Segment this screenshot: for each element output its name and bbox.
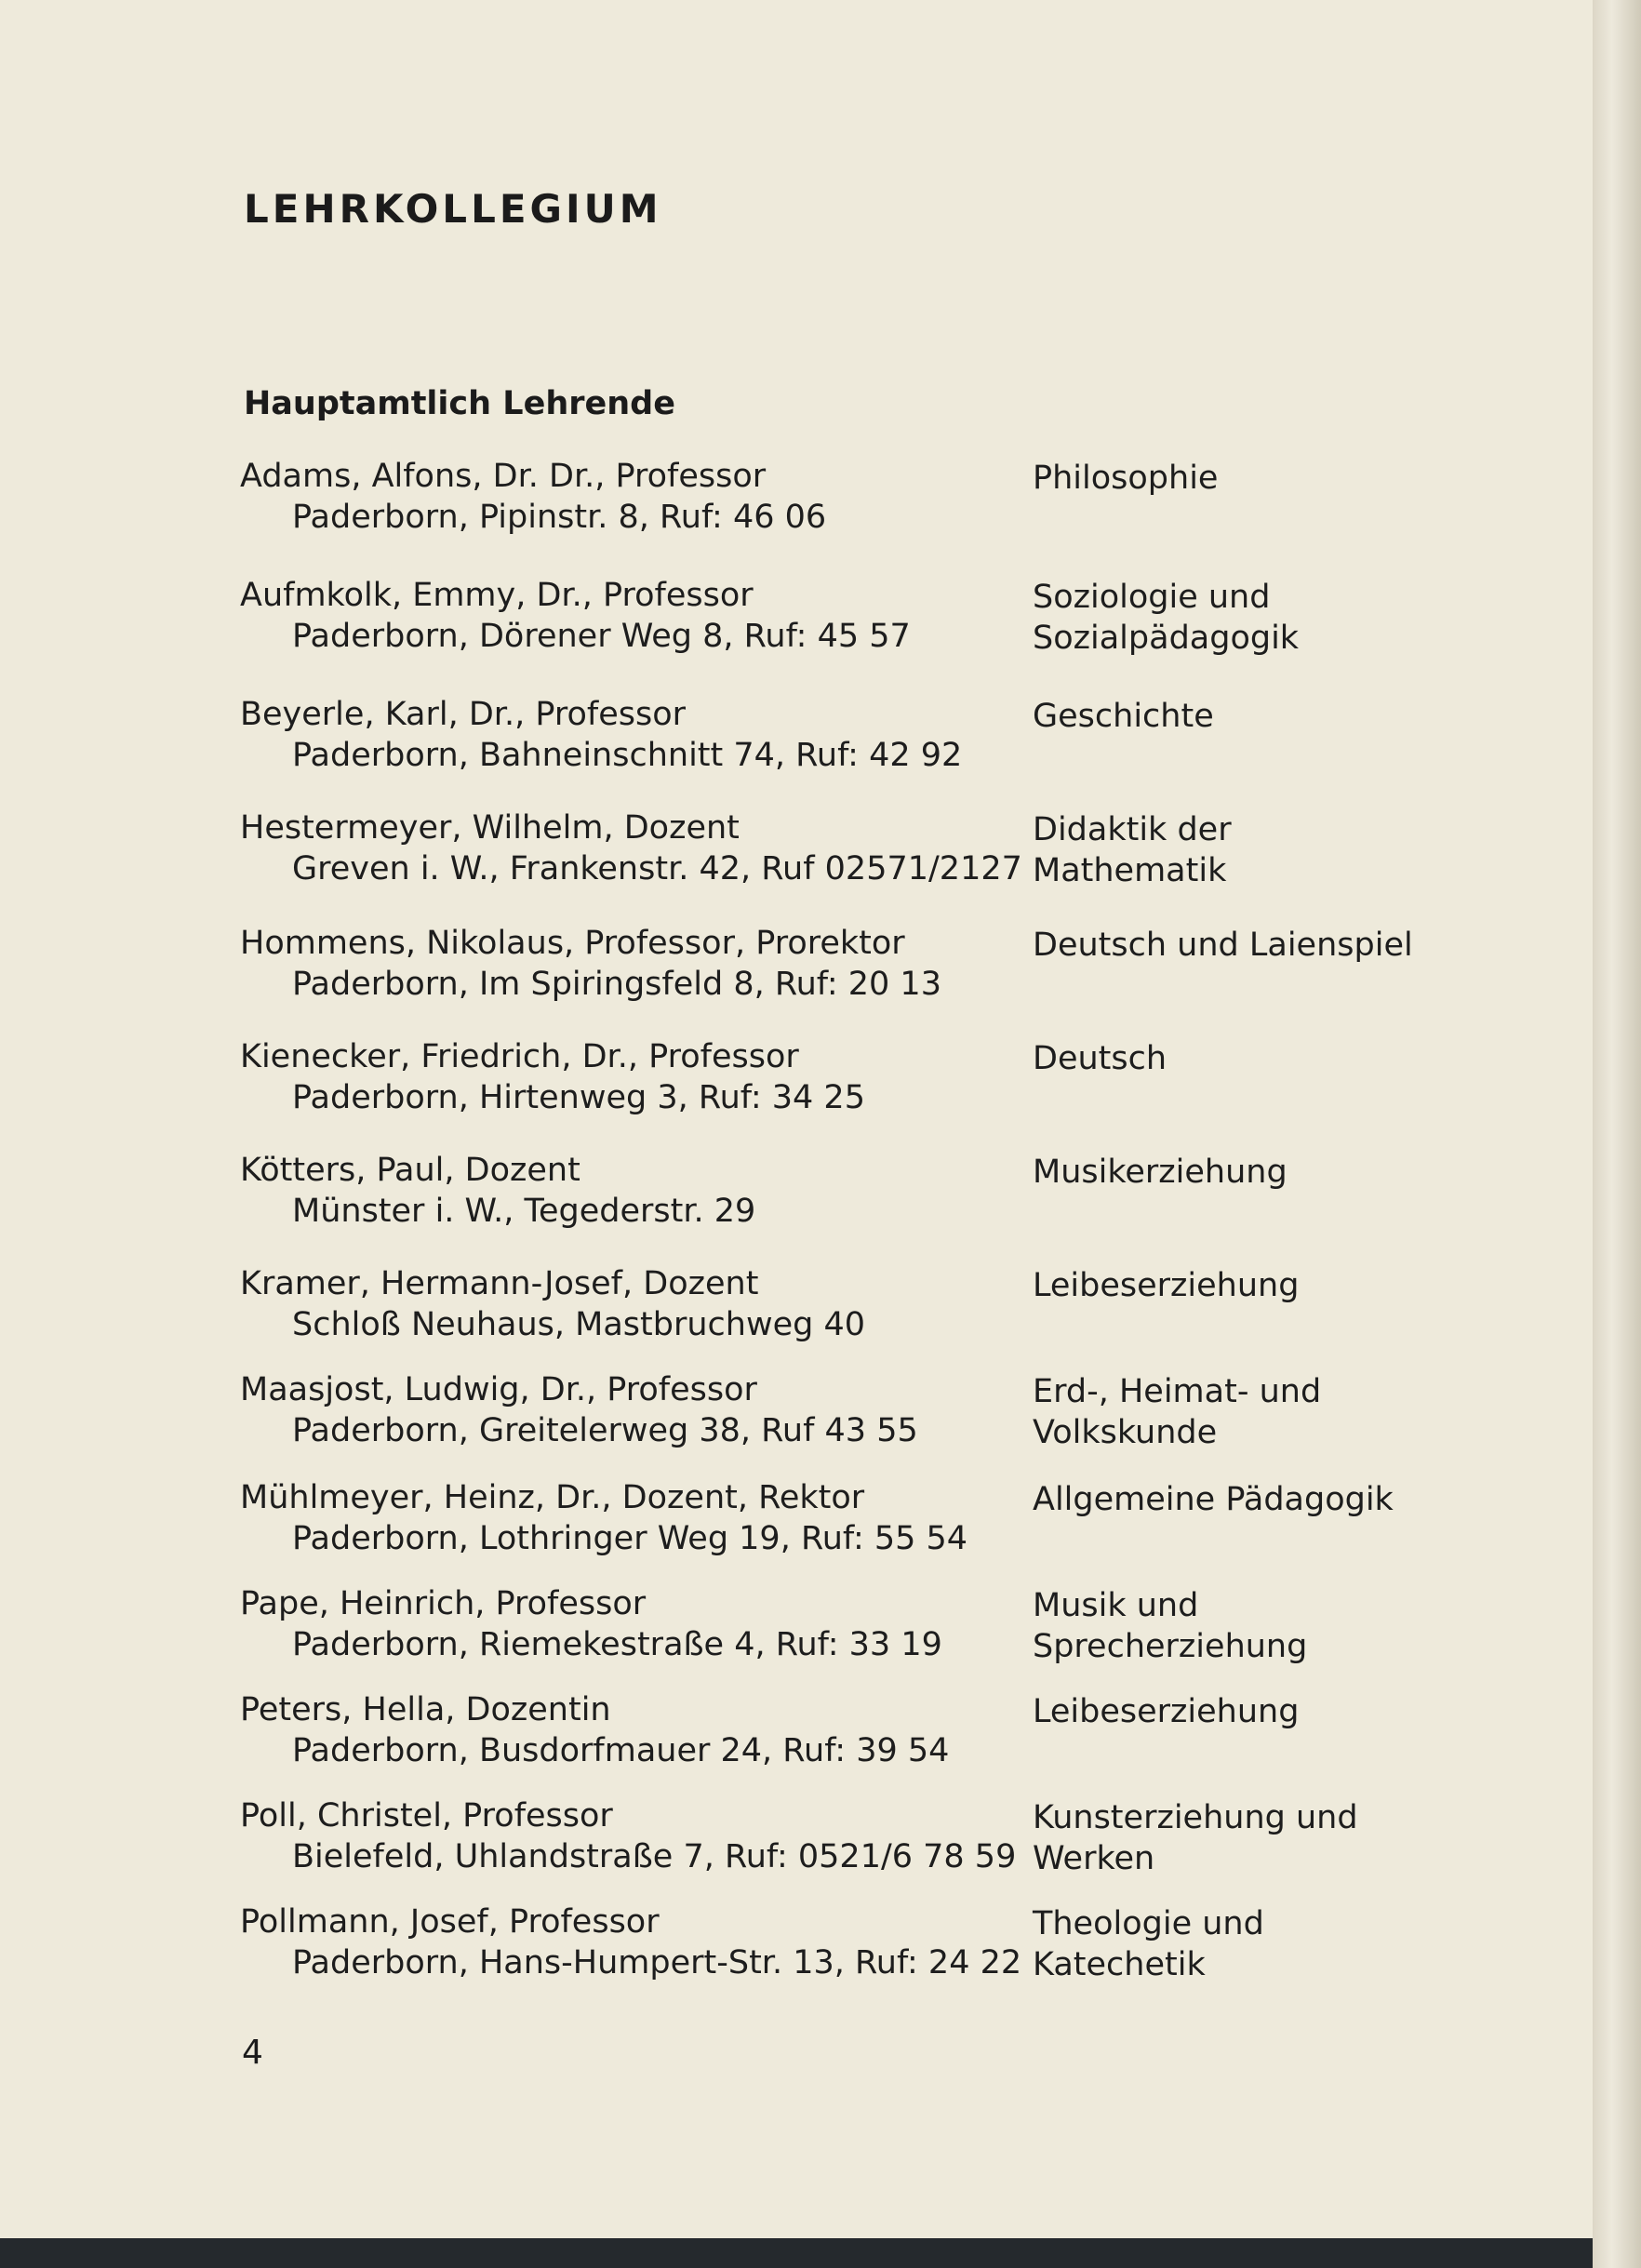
scan-border bbox=[0, 2238, 1593, 2268]
staff-address: Münster i. W., Tegederstr. 29 bbox=[292, 1193, 756, 1230]
subject-line: Leibeserziehung bbox=[1033, 1267, 1300, 1304]
staff-name: Adams, Alfons, Dr. Dr., Professor bbox=[240, 458, 767, 495]
staff-name: Hommens, Nikolaus, Professor, Prorektor bbox=[240, 925, 905, 962]
staff-name: Pollmann, Josef, Professor bbox=[240, 1903, 660, 1941]
staff-address: Paderborn, Lothringer Weg 19, Ruf: 55 54 bbox=[292, 1520, 968, 1557]
subject-line: Allgemeine Pädagogik bbox=[1033, 1481, 1394, 1518]
page-number: 4 bbox=[242, 2034, 263, 2072]
staff-entry bbox=[240, 1152, 1449, 1245]
subject-line: Musikerziehung bbox=[1033, 1154, 1287, 1191]
staff-subject bbox=[1033, 1038, 1167, 1079]
staff-subject bbox=[1033, 1691, 1299, 1732]
staff-name: Kötters, Paul, Dozent bbox=[240, 1152, 580, 1189]
staff-name: Kramer, Hermann-Josef, Dozent bbox=[240, 1265, 759, 1302]
staff-name: Hestermeyer, Wilhelm, Dozent bbox=[240, 809, 740, 847]
subject-line: Sozialpädagogik bbox=[1033, 620, 1300, 657]
subject-line: Soziologie und bbox=[1033, 579, 1271, 616]
subject-line: Deutsch und Laienspiel bbox=[1033, 927, 1413, 964]
staff-entry bbox=[240, 458, 1449, 551]
staff-entry bbox=[240, 1585, 1449, 1678]
staff-entry bbox=[240, 1691, 1449, 1784]
subject-line: Theologie und bbox=[1033, 1905, 1264, 1942]
staff-subject bbox=[1033, 1152, 1287, 1193]
staff-entry bbox=[240, 696, 1449, 789]
subject-line: Kunsterziehung und bbox=[1033, 1799, 1358, 1836]
subject-line: Musik und bbox=[1033, 1587, 1199, 1624]
staff-address: Paderborn, Hans-Humpert-Str. 13, Ruf: 24 22 bbox=[292, 1944, 1022, 1981]
staff-subject bbox=[1033, 1585, 1307, 1667]
staff-entry bbox=[240, 1479, 1449, 1572]
staff-entry bbox=[240, 1903, 1449, 1996]
staff-name: Poll, Christel, Professor bbox=[240, 1797, 613, 1834]
staff-entry bbox=[240, 1038, 1449, 1131]
staff-name: Mühlmeyer, Heinz, Dr., Dozent, Rektor bbox=[240, 1479, 865, 1516]
staff-name: Maasjost, Ludwig, Dr., Professor bbox=[240, 1371, 757, 1408]
staff-address: Paderborn, Greitelerweg 38, Ruf 43 55 bbox=[292, 1412, 918, 1449]
subject-line: Volkskunde bbox=[1033, 1414, 1218, 1451]
staff-subject bbox=[1033, 696, 1214, 737]
staff-entry bbox=[240, 1371, 1449, 1464]
staff-address: Paderborn, Dörener Weg 8, Ruf: 45 57 bbox=[292, 618, 911, 655]
subject-line: Leibeserziehung bbox=[1033, 1693, 1300, 1730]
staff-entry bbox=[240, 577, 1449, 670]
staff-entry bbox=[240, 1797, 1449, 1890]
staff-subject bbox=[1033, 809, 1232, 891]
staff-address: Paderborn, Hirtenweg 3, Ruf: 34 25 bbox=[292, 1079, 865, 1116]
section-heading: Hauptamtlich Lehrende bbox=[244, 385, 675, 422]
subject-line: Erd-, Heimat- und bbox=[1033, 1373, 1322, 1410]
staff-name: Beyerle, Karl, Dr., Professor bbox=[240, 696, 686, 733]
subject-line: Philosophie bbox=[1033, 460, 1219, 497]
staff-address: Paderborn, Riemekestraße 4, Ruf: 33 19 bbox=[292, 1626, 942, 1663]
staff-subject bbox=[1033, 1479, 1394, 1520]
subject-line: Geschichte bbox=[1033, 698, 1214, 735]
staff-subject bbox=[1033, 458, 1218, 499]
page-title: LEHRKOLLEGIUM bbox=[244, 186, 662, 232]
staff-subject bbox=[1033, 577, 1299, 659]
staff-entry bbox=[240, 925, 1449, 1018]
staff-entry bbox=[240, 809, 1449, 902]
staff-address: Bielefeld, Uhlandstraße 7, Ruf: 0521/6 78 59 bbox=[292, 1838, 1017, 1875]
page-edge bbox=[1593, 0, 1641, 2268]
subject-line: Mathematik bbox=[1033, 852, 1227, 889]
staff-subject bbox=[1033, 925, 1413, 966]
staff-name: Kienecker, Friedrich, Dr., Professor bbox=[240, 1038, 799, 1075]
subject-line: Sprecherziehung bbox=[1033, 1628, 1308, 1665]
staff-name: Aufmkolk, Emmy, Dr., Professor bbox=[240, 577, 754, 614]
staff-subject bbox=[1033, 1797, 1358, 1879]
staff-name: Pape, Heinrich, Professor bbox=[240, 1585, 647, 1622]
subject-line: Katechetik bbox=[1033, 1946, 1206, 1983]
staff-address: Paderborn, Bahneinschnitt 74, Ruf: 42 92 bbox=[292, 737, 963, 774]
staff-address: Greven i. W., Frankenstr. 42, Ruf 02571/2127 bbox=[292, 850, 1022, 887]
staff-subject bbox=[1033, 1903, 1264, 1985]
staff-address: Schloß Neuhaus, Mastbruchweg 40 bbox=[292, 1306, 866, 1343]
subject-line: Deutsch bbox=[1033, 1040, 1167, 1077]
subject-line: Werken bbox=[1033, 1840, 1155, 1877]
staff-entry bbox=[240, 1265, 1449, 1358]
staff-address: Paderborn, Im Spiringsfeld 8, Ruf: 20 13 bbox=[292, 966, 941, 1003]
staff-address: Paderborn, Pipinstr. 8, Ruf: 46 06 bbox=[292, 499, 827, 536]
staff-address: Paderborn, Busdorfmauer 24, Ruf: 39 54 bbox=[292, 1732, 950, 1769]
subject-line: Didaktik der bbox=[1033, 811, 1232, 848]
staff-subject bbox=[1033, 1265, 1299, 1306]
staff-subject bbox=[1033, 1371, 1321, 1453]
staff-name: Peters, Hella, Dozentin bbox=[240, 1691, 611, 1728]
